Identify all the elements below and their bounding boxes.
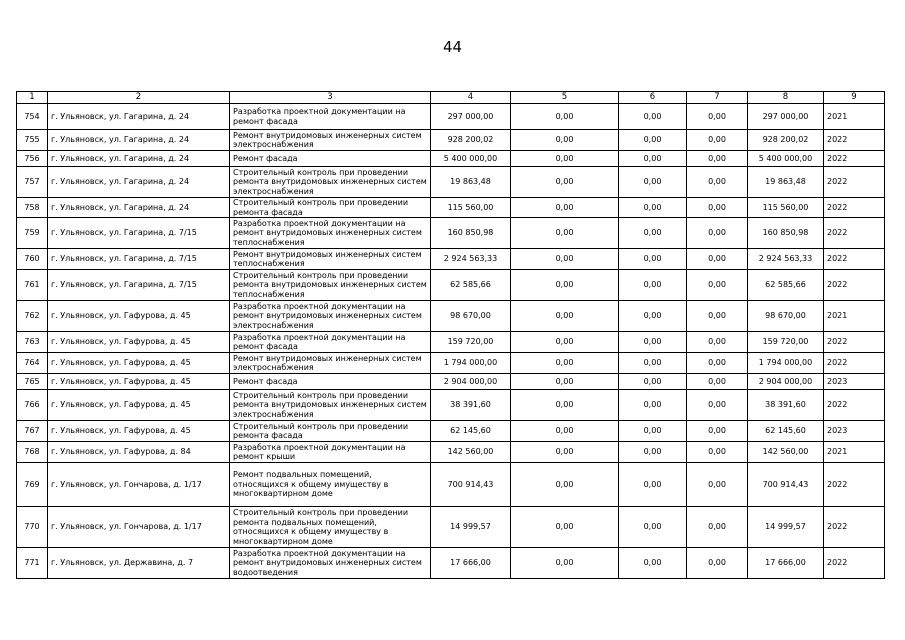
amount-cell: 0,00 [687,130,748,151]
year-cell: 2022 [824,390,885,421]
amount-cell: 115 560,00 [748,198,824,218]
amount-cell: 297 000,00 [748,104,824,130]
amount-cell: 928 200,02 [748,130,824,151]
row-number: 765 [17,374,48,390]
amount-cell: 38 391,60 [431,390,511,421]
year-cell: 2022 [824,463,885,507]
work-description-cell: Строительный контроль при проведении ремонта фасада [230,198,431,218]
table-row [17,270,885,301]
amount-cell: 115 560,00 [431,198,511,218]
amount-cell: 19 863,48 [431,167,511,198]
repair-schedule-table [16,91,885,579]
row-number: 766 [17,390,48,421]
address-cell: г. Ульяновск, ул. Гагарина, д. 24 [48,198,230,218]
table-row [17,390,885,421]
amount-cell: 0,00 [511,390,619,421]
amount-cell: 17 666,00 [748,548,824,579]
year-cell: 2021 [824,442,885,463]
year-cell: 2023 [824,374,885,390]
row-number: 758 [17,198,48,218]
column-header: 9 [824,92,885,104]
amount-cell: 5 400 000,00 [748,151,824,167]
work-description-cell: Строительный контроль при проведении ремонта внутридомовых инженерных систем электроснабжения [230,167,431,198]
work-description-cell: Строительный контроль при проведении ремонта внутридомовых инженерных систем теплоснабжения [230,270,431,301]
amount-cell: 0,00 [511,130,619,151]
table-row [17,151,885,167]
address-cell: г. Ульяновск, ул. Державина, д. 7 [48,548,230,579]
year-cell: 2022 [824,353,885,374]
year-cell: 2022 [824,548,885,579]
work-description-cell: Разработка проектной документации на ремонт внутридомовых инженерных систем теплоснабжения [230,218,431,249]
table-row [17,374,885,390]
address-cell: г. Ульяновск, ул. Гончарова, д. 1/17 [48,507,230,548]
row-number: 763 [17,332,48,353]
amount-cell: 160 850,98 [748,218,824,249]
year-cell: 2022 [824,151,885,167]
amount-cell: 0,00 [511,463,619,507]
column-header: 3 [230,92,431,104]
amount-cell: 0,00 [687,249,748,270]
amount-cell: 2 924 563,33 [431,249,511,270]
work-description-cell: Ремонт внутридомовых инженерных систем электроснабжения [230,130,431,151]
table-row [17,353,885,374]
address-cell: г. Ульяновск, ул. Гагарина, д. 24 [48,104,230,130]
row-number: 757 [17,167,48,198]
work-description-cell: Ремонт внутридомовых инженерных систем электроснабжения [230,353,431,374]
address-cell: г. Ульяновск, ул. Гафурова, д. 45 [48,353,230,374]
amount-cell: 0,00 [511,151,619,167]
amount-cell: 0,00 [687,374,748,390]
amount-cell: 0,00 [687,301,748,332]
amount-cell: 0,00 [619,507,687,548]
address-cell: г. Ульяновск, ул. Гафурова, д. 45 [48,421,230,442]
column-header-row [17,92,885,104]
amount-cell: 297 000,00 [431,104,511,130]
amount-cell: 98 670,00 [748,301,824,332]
amount-cell: 5 400 000,00 [431,151,511,167]
amount-cell: 0,00 [619,332,687,353]
address-cell: г. Ульяновск, ул. Гагарина, д. 24 [48,130,230,151]
amount-cell: 142 560,00 [748,442,824,463]
amount-cell: 0,00 [511,301,619,332]
amount-cell: 0,00 [619,301,687,332]
page-number: 44 [442,38,463,56]
column-header: 6 [619,92,687,104]
amount-cell: 0,00 [687,104,748,130]
amount-cell: 0,00 [687,270,748,301]
amount-cell: 0,00 [687,421,748,442]
year-cell: 2022 [824,167,885,198]
amount-cell: 142 560,00 [431,442,511,463]
column-header: 8 [748,92,824,104]
amount-cell: 0,00 [619,463,687,507]
address-cell: г. Ульяновск, ул. Гагарина, д. 7/15 [48,270,230,301]
column-header: 7 [687,92,748,104]
table-row [17,442,885,463]
amount-cell: 0,00 [619,442,687,463]
address-cell: г. Ульяновск, ул. Гафурова, д. 45 [48,374,230,390]
work-description-cell: Строительный контроль при проведении ремонта внутридомовых инженерных систем электроснабжения [230,390,431,421]
amount-cell: 0,00 [511,332,619,353]
table-row [17,463,885,507]
amount-cell: 928 200,02 [431,130,511,151]
row-number: 768 [17,442,48,463]
amount-cell: 0,00 [619,104,687,130]
column-header: 4 [431,92,511,104]
amount-cell: 0,00 [511,249,619,270]
year-cell: 2023 [824,421,885,442]
work-description-cell: Разработка проектной документации на ремонт фасада [230,104,431,130]
amount-cell: 0,00 [619,218,687,249]
table-row [17,507,885,548]
amount-cell: 62 585,66 [431,270,511,301]
work-description-cell: Разработка проектной документации на ремонт крыши [230,442,431,463]
work-description-cell: Ремонт подвальных помещений, относящихся к общему имуществу в многоквартирном доме [230,463,431,507]
row-number: 756 [17,151,48,167]
row-number: 754 [17,104,48,130]
column-header: 2 [48,92,230,104]
year-cell: 2022 [824,130,885,151]
amount-cell: 0,00 [511,218,619,249]
year-cell: 2022 [824,332,885,353]
amount-cell: 0,00 [687,218,748,249]
amount-cell: 0,00 [687,151,748,167]
table-row [17,104,885,130]
row-number: 764 [17,353,48,374]
amount-cell: 1 794 000,00 [431,353,511,374]
address-cell: г. Ульяновск, ул. Гафурова, д. 45 [48,332,230,353]
amount-cell: 0,00 [619,151,687,167]
work-description-cell: Ремонт фасада [230,374,431,390]
address-cell: г. Ульяновск, ул. Гафурова, д. 45 [48,390,230,421]
row-number: 760 [17,249,48,270]
amount-cell: 0,00 [619,421,687,442]
work-description-cell: Разработка проектной документации на ремонт внутридомовых инженерных систем электроснабжения [230,301,431,332]
amount-cell: 0,00 [687,353,748,374]
table-row [17,301,885,332]
table-row [17,167,885,198]
year-cell: 2022 [824,198,885,218]
amount-cell: 0,00 [619,374,687,390]
amount-cell: 38 391,60 [748,390,824,421]
amount-cell: 0,00 [687,463,748,507]
address-cell: г. Ульяновск, ул. Гагарина, д. 7/15 [48,218,230,249]
table-row [17,249,885,270]
table-row [17,421,885,442]
amount-cell: 0,00 [619,198,687,218]
work-description-cell: Разработка проектной документации на ремонт фасада [230,332,431,353]
table-body [17,104,885,579]
amount-cell: 0,00 [619,390,687,421]
amount-cell: 0,00 [511,374,619,390]
amount-cell: 0,00 [511,548,619,579]
amount-cell: 14 999,57 [431,507,511,548]
amount-cell: 159 720,00 [431,332,511,353]
table-row [17,198,885,218]
row-number: 762 [17,301,48,332]
work-description-cell: Ремонт внутридомовых инженерных систем теплоснабжения [230,249,431,270]
amount-cell: 0,00 [687,507,748,548]
work-description-cell: Ремонт фасада [230,151,431,167]
row-number: 769 [17,463,48,507]
work-description-cell: Строительный контроль при проведении ремонта подвальных помещений, относящихся к общему имуществу в многоквартирном доме [230,507,431,548]
amount-cell: 0,00 [687,548,748,579]
amount-cell: 0,00 [687,390,748,421]
amount-cell: 98 670,00 [431,301,511,332]
row-number: 767 [17,421,48,442]
amount-cell: 0,00 [619,249,687,270]
year-cell: 2022 [824,507,885,548]
amount-cell: 159 720,00 [748,332,824,353]
year-cell: 2022 [824,270,885,301]
amount-cell: 0,00 [619,167,687,198]
column-header: 5 [511,92,619,104]
amount-cell: 0,00 [511,353,619,374]
amount-cell: 700 914,43 [748,463,824,507]
amount-cell: 0,00 [511,421,619,442]
table-row [17,130,885,151]
amount-cell: 0,00 [511,442,619,463]
amount-cell: 0,00 [687,198,748,218]
amount-cell: 2 904 000,00 [748,374,824,390]
amount-cell: 0,00 [687,332,748,353]
year-cell: 2022 [824,218,885,249]
address-cell: г. Ульяновск, ул. Гагарина, д. 24 [48,151,230,167]
address-cell: г. Ульяновск, ул. Гагарина, д. 7/15 [48,249,230,270]
amount-cell: 19 863,48 [748,167,824,198]
amount-cell: 0,00 [619,130,687,151]
amount-cell: 0,00 [511,270,619,301]
amount-cell: 0,00 [511,167,619,198]
table-row [17,548,885,579]
amount-cell: 0,00 [619,548,687,579]
row-number: 759 [17,218,48,249]
amount-cell: 0,00 [511,198,619,218]
amount-cell: 160 850,98 [431,218,511,249]
year-cell: 2021 [824,301,885,332]
amount-cell: 17 666,00 [431,548,511,579]
year-cell: 2021 [824,104,885,130]
address-cell: г. Ульяновск, ул. Гафурова, д. 45 [48,301,230,332]
amount-cell: 0,00 [511,507,619,548]
amount-cell: 0,00 [619,270,687,301]
column-header: 1 [17,92,48,104]
amount-cell: 62 145,60 [748,421,824,442]
work-description-cell: Разработка проектной документации на ремонт внутридомовых инженерных систем водоотведения [230,548,431,579]
amount-cell: 2 904 000,00 [431,374,511,390]
address-cell: г. Ульяновск, ул. Гагарина, д. 24 [48,167,230,198]
amount-cell: 62 585,66 [748,270,824,301]
row-number: 771 [17,548,48,579]
amount-cell: 2 924 563,33 [748,249,824,270]
year-cell: 2022 [824,249,885,270]
amount-cell: 0,00 [687,167,748,198]
work-description-cell: Строительный контроль при проведении ремонта фасада [230,421,431,442]
amount-cell: 1 794 000,00 [748,353,824,374]
row-number: 755 [17,130,48,151]
row-number: 761 [17,270,48,301]
amount-cell: 0,00 [619,353,687,374]
amount-cell: 0,00 [687,442,748,463]
amount-cell: 700 914,43 [431,463,511,507]
table-row [17,332,885,353]
amount-cell: 0,00 [511,104,619,130]
address-cell: г. Ульяновск, ул. Гончарова, д. 1/17 [48,463,230,507]
amount-cell: 62 145,60 [431,421,511,442]
row-number: 770 [17,507,48,548]
amount-cell: 14 999,57 [748,507,824,548]
address-cell: г. Ульяновск, ул. Гафурова, д. 84 [48,442,230,463]
table-row [17,218,885,249]
